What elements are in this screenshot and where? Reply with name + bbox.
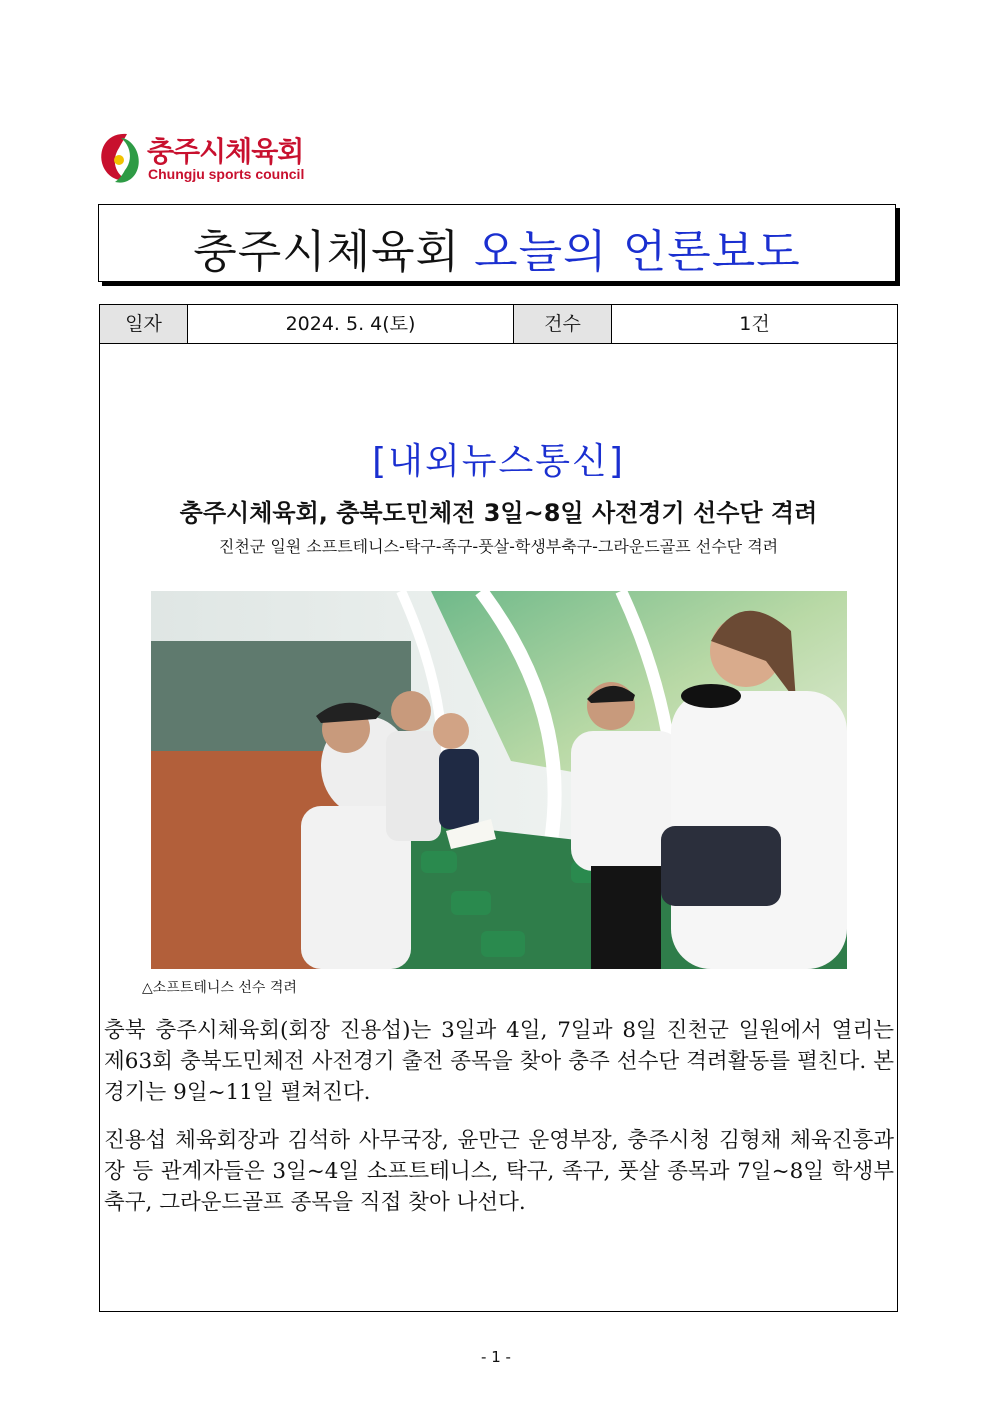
report-meta-row: [100, 305, 897, 344]
count-value: 1건: [739, 313, 770, 335]
date-value: 2024. 5. 4(토): [188, 305, 514, 343]
article-subheadline: 진천군 일원 소프트테니스-탁구-족구-풋살-학생부축구-그라운드골프 선수단 격려: [218, 537, 779, 556]
report-content-frame: [99, 304, 898, 1312]
page-number: - 1 -: [481, 1348, 511, 1366]
report-title-subject: 오늘의 언론보도: [474, 225, 801, 278]
article-headline: 충주시체육회, 충북도민체전 3일~8일 사전경기 선수단 격려: [179, 499, 818, 527]
logo-korean-name: 충주시체육회: [147, 135, 304, 168]
report-title-box: [98, 204, 896, 282]
article-photo: [151, 591, 847, 969]
chungju-sports-council-logo: [97, 128, 317, 188]
date-label: 일자: [100, 305, 188, 343]
count-label: 건수: [514, 305, 612, 343]
article-paragraph-2: 진용섭 체육회장과 김석하 사무국장, 윤만근 운영부장, 충주시청 김형채 체육진흥과장 등 관계자들은 3일~4일 소프트테니스, 탁구, 족구, 풋살 종목과 7일~8일 학생부 축구, 그라운드골프 종목을 직접 찾아 나선다.: [104, 1128, 894, 1215]
photo-illustration: [151, 591, 847, 969]
article-paragraph-1: 충북 충주시체육회(회장 진용섭)는 3일과 4일, 7일과 8일 진천군 일원에서 열리는 제63회 충북도민체전 사전경기 출전 종목을 찾아 충주 선수단 격려활동를 펼친다. 본 경기는 9일~11일 펼쳐진다.: [104, 1018, 894, 1105]
news-source: [내외뉴스통신]: [372, 441, 625, 482]
report-title-org: 충주시체육회: [193, 225, 461, 278]
report-title: [99, 215, 895, 280]
logo-emblem-icon: [97, 130, 143, 186]
photo-caption: △소프트테니스 선수 격려: [142, 980, 297, 996]
logo-english-name: Chungju sports council: [148, 166, 305, 182]
